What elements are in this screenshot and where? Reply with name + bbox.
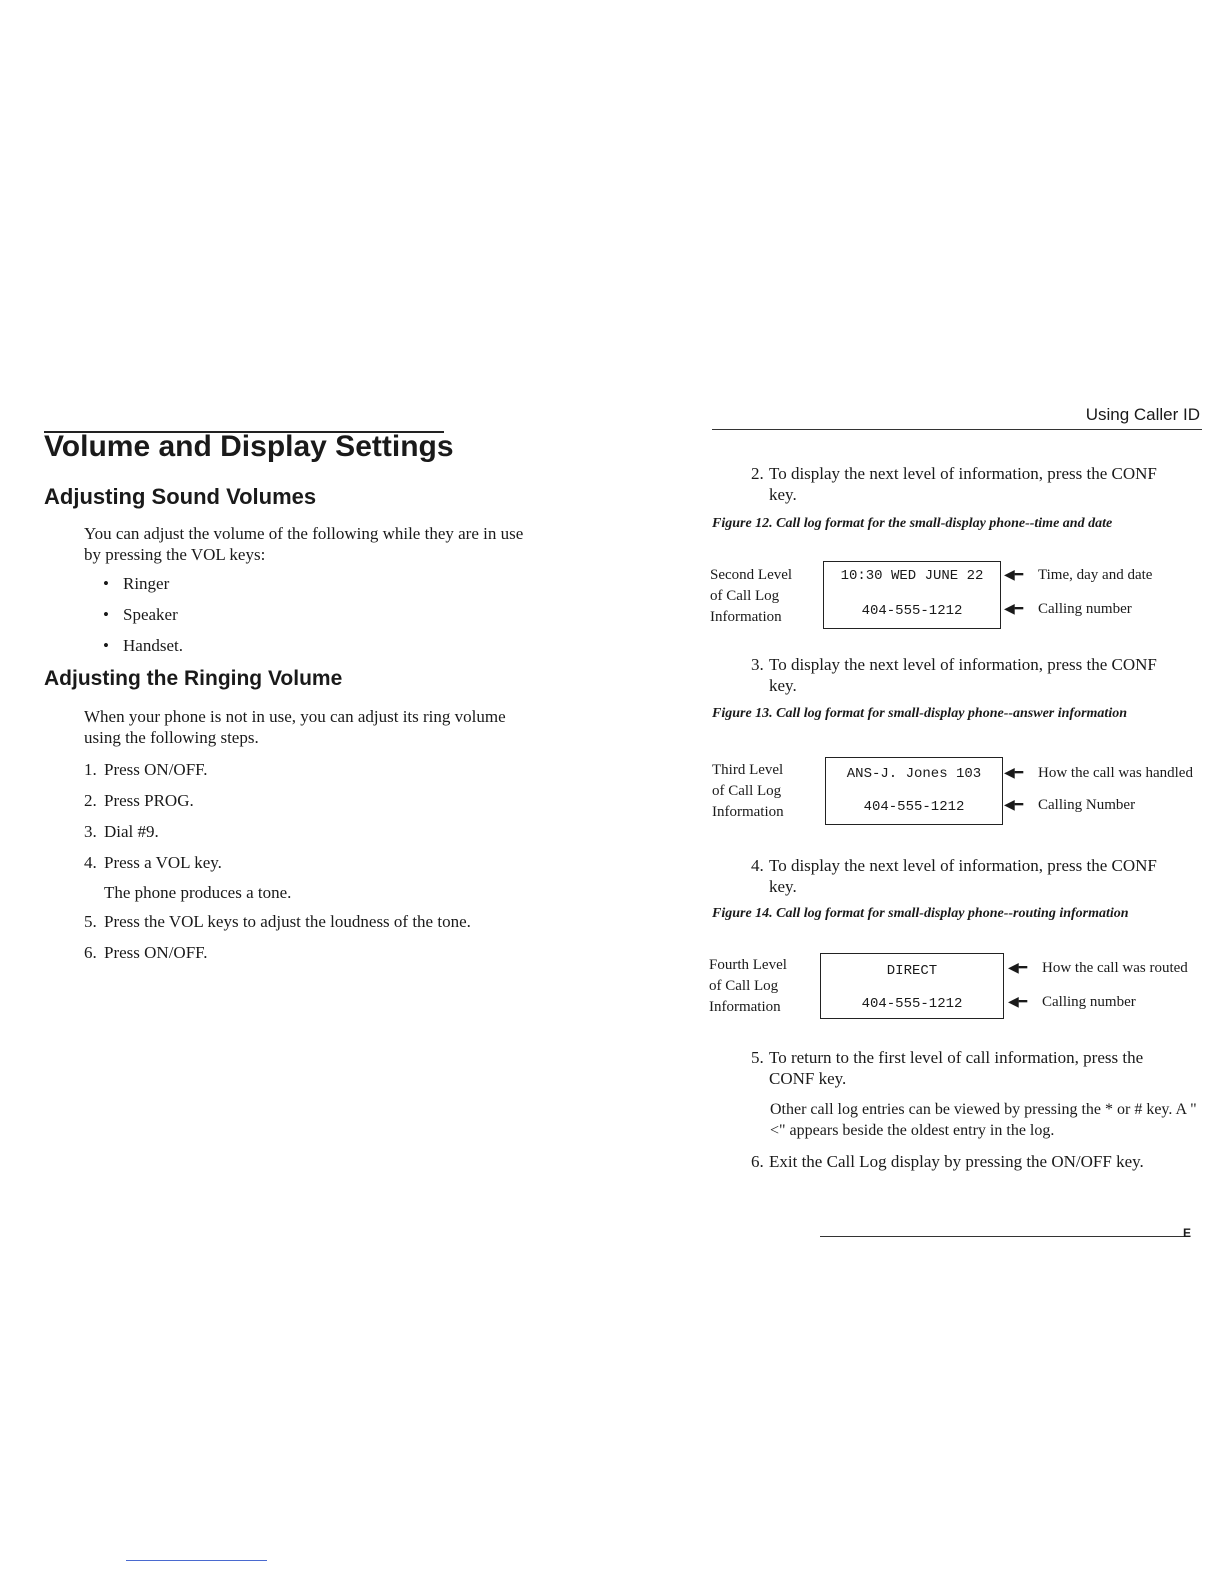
display-line-2: 404-555-1212 bbox=[861, 603, 963, 619]
ringing-volume-steps bbox=[84, 758, 471, 972]
figure-14-caption: Figure 14. Call log format for small-display phone--routing information bbox=[712, 906, 1129, 921]
list-item: 1. Press ON/OFF. bbox=[84, 760, 208, 779]
step-5: 5. To return to the first level of call information, press the CONF key. bbox=[751, 1048, 1144, 1088]
list-item: 6. Press ON/OFF. bbox=[84, 943, 208, 962]
list-item: • Ringer bbox=[103, 572, 183, 603]
figure-14-label: Fourth Level of Call Log Information bbox=[709, 957, 787, 1015]
step-6: 6. Exit the Call Log display by pressing the ON/OFF key. bbox=[751, 1152, 1144, 1171]
list-item: 3. Dial #9. bbox=[84, 822, 159, 841]
figure-13-arrow-2: ◀━ Calling Number bbox=[1004, 795, 1135, 815]
section-intro-sound-volumes: You can adjust the volume of the following while they are in use by pressing the VOL keys: bbox=[84, 524, 524, 564]
header-rule bbox=[712, 429, 1202, 430]
display-line-2: 404-555-1212 bbox=[863, 799, 965, 815]
left-arrow-icon: ◀━ bbox=[1004, 766, 1024, 781]
section-heading-sound-volumes: Adjusting Sound Volumes bbox=[44, 484, 317, 509]
display-line-2: 404-555-1212 bbox=[861, 996, 963, 1012]
figure-13-display bbox=[825, 757, 1003, 825]
list-item: 5. Press the VOL keys to adjust the loudness of the tone. bbox=[84, 912, 471, 931]
left-arrow-icon: ◀━ bbox=[1004, 568, 1024, 583]
section-heading-ringing-volume: Adjusting the Ringing Volume bbox=[44, 667, 343, 690]
chapter-title: Volume and Display Settings bbox=[44, 430, 454, 463]
display-line-1: 10:30 WED JUNE 22 bbox=[840, 568, 984, 584]
figure-13-arrow-1: ◀━ How the call was handled bbox=[1004, 763, 1202, 783]
figure-12-caption: Figure 12. Call log format for the small-display phone--time and date bbox=[712, 516, 1113, 531]
running-header: Using Caller ID bbox=[1085, 405, 1200, 424]
volume-items-list bbox=[103, 572, 183, 665]
left-arrow-icon: ◀━ bbox=[1004, 602, 1024, 617]
list-item: 2. Press PROG. bbox=[84, 791, 194, 810]
figure-12-display bbox=[823, 561, 1001, 629]
figure-14-display bbox=[820, 953, 1004, 1019]
figure-13-label: Third Level of Call Log Information bbox=[712, 762, 784, 820]
list-item: • Speaker bbox=[103, 603, 183, 634]
figure-14-arrow-1: ◀━ How the call was routed bbox=[1008, 958, 1200, 978]
step-4: 4. To display the next level of information, press the CONF key. bbox=[751, 856, 1157, 896]
figure-12-label: Second Level of Call Log Information bbox=[710, 567, 793, 625]
list-item: 4. Press a VOL key. bbox=[84, 853, 222, 872]
footer-rule bbox=[820, 1236, 1186, 1237]
left-arrow-icon: ◀━ bbox=[1008, 961, 1028, 976]
scan-edge-line bbox=[126, 1560, 267, 1561]
step-3: 3. To display the next level of information, press the CONF key. bbox=[751, 655, 1157, 695]
display-line-1: DIRECT bbox=[886, 963, 938, 979]
figure-13-caption: Figure 13. Call log format for small-display phone--answer information bbox=[712, 706, 1127, 721]
figure-12-arrow-1: ◀━ Time, day and date bbox=[1004, 565, 1152, 585]
call-log-note: Other call log entries can be viewed by pressing the * or # key. A "<" appears beside the oldest entry in the log. bbox=[770, 1101, 1197, 1139]
page-number: E bbox=[1183, 1226, 1192, 1240]
left-arrow-icon: ◀━ bbox=[1008, 995, 1028, 1010]
list-item: The phone produces a tone. bbox=[104, 883, 292, 902]
section-intro-ringing-volume: When your phone is not in use, you can adjust its ring volume using the following steps. bbox=[84, 707, 506, 747]
display-line-1: ANS-J. Jones 103 bbox=[846, 766, 982, 782]
left-arrow-icon: ◀━ bbox=[1004, 798, 1024, 813]
figure-12-arrow-2: ◀━ Calling number bbox=[1004, 599, 1132, 619]
step-2: 2. To display the next level of information, press the CONF key. bbox=[751, 464, 1157, 504]
figure-14-arrow-2: ◀━ Calling number bbox=[1008, 992, 1136, 1012]
list-item: • Handset. bbox=[103, 634, 183, 665]
